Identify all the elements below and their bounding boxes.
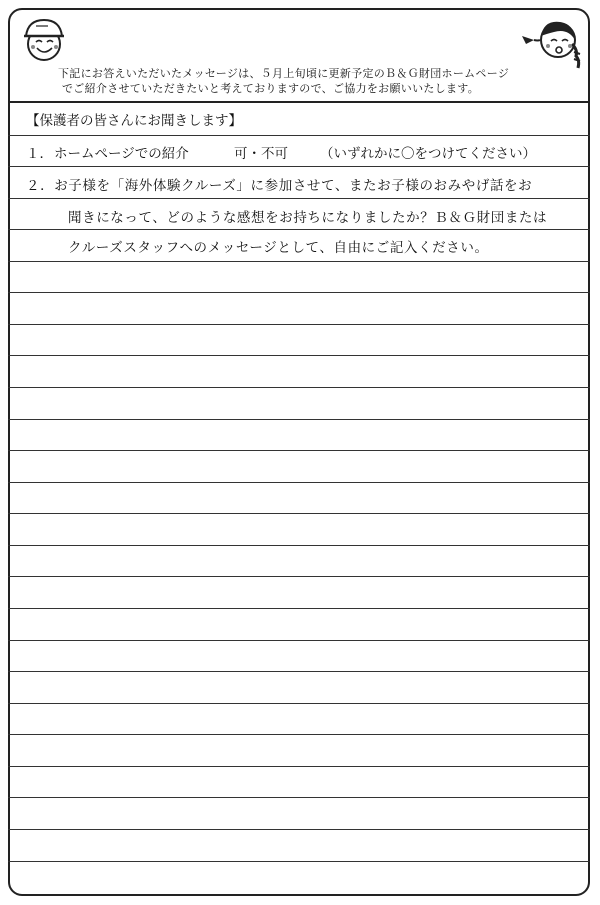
ruled-line[interactable]	[8, 324, 590, 325]
section-heading: 【保護者の皆さんにお聞きします】	[26, 113, 242, 129]
question-1-options[interactable]: 可・不可	[234, 146, 288, 162]
ruled-line[interactable]	[8, 387, 590, 388]
ruled-line[interactable]	[8, 513, 590, 514]
question-2-line-3: クルーズスタッフへのメッセージとして、自由にご記入ください。	[68, 240, 489, 256]
section-divider	[8, 101, 590, 103]
ruled-line[interactable]	[8, 545, 590, 546]
ruled-line[interactable]	[8, 829, 590, 830]
question-1-instruction: （いずれかに〇をつけてください）	[320, 146, 536, 162]
ruled-line[interactable]	[8, 861, 590, 862]
question-1-label: ホームページでの紹介	[54, 146, 189, 162]
ruled-line[interactable]	[8, 355, 590, 356]
ruled-line[interactable]	[8, 450, 590, 451]
ruled-line[interactable]	[8, 640, 590, 641]
ruled-line[interactable]	[8, 766, 590, 767]
ruled-line	[8, 135, 590, 136]
ruled-line[interactable]	[8, 482, 590, 483]
ruled-line[interactable]	[8, 576, 590, 577]
girl-braids-face-icon	[518, 14, 590, 70]
ruled-line[interactable]	[8, 261, 590, 262]
question-1-number: １．	[26, 146, 53, 162]
boy-cap-face-icon	[18, 16, 70, 64]
ruled-line[interactable]	[8, 419, 590, 420]
ruled-line	[8, 198, 590, 199]
ruled-line[interactable]	[8, 671, 590, 672]
ruled-line	[8, 229, 590, 230]
intro-text-line-1: 下記にお答えいただいたメッセージは、５月上旬頃に更新予定のＢ＆Ｇ財団ホームページ	[58, 67, 510, 80]
question-2-line-1: ２．お子様を「海外体験クルーズ」に参加させて、またお子様のおみやげ話をお	[26, 178, 533, 194]
question-2-line-2: 聞きになって、どのような感想をお持ちになりましたか？Ｂ＆Ｇ財団または	[68, 210, 548, 226]
ruled-line	[8, 166, 590, 167]
ruled-line[interactable]	[8, 608, 590, 609]
ruled-line[interactable]	[8, 703, 590, 704]
ruled-line[interactable]	[8, 292, 590, 293]
ruled-line[interactable]	[8, 797, 590, 798]
intro-text-line-2: でご紹介させていただきたいと考えておりますので、ご協力をお願いいたします。	[62, 82, 479, 95]
ruled-line[interactable]	[8, 734, 590, 735]
